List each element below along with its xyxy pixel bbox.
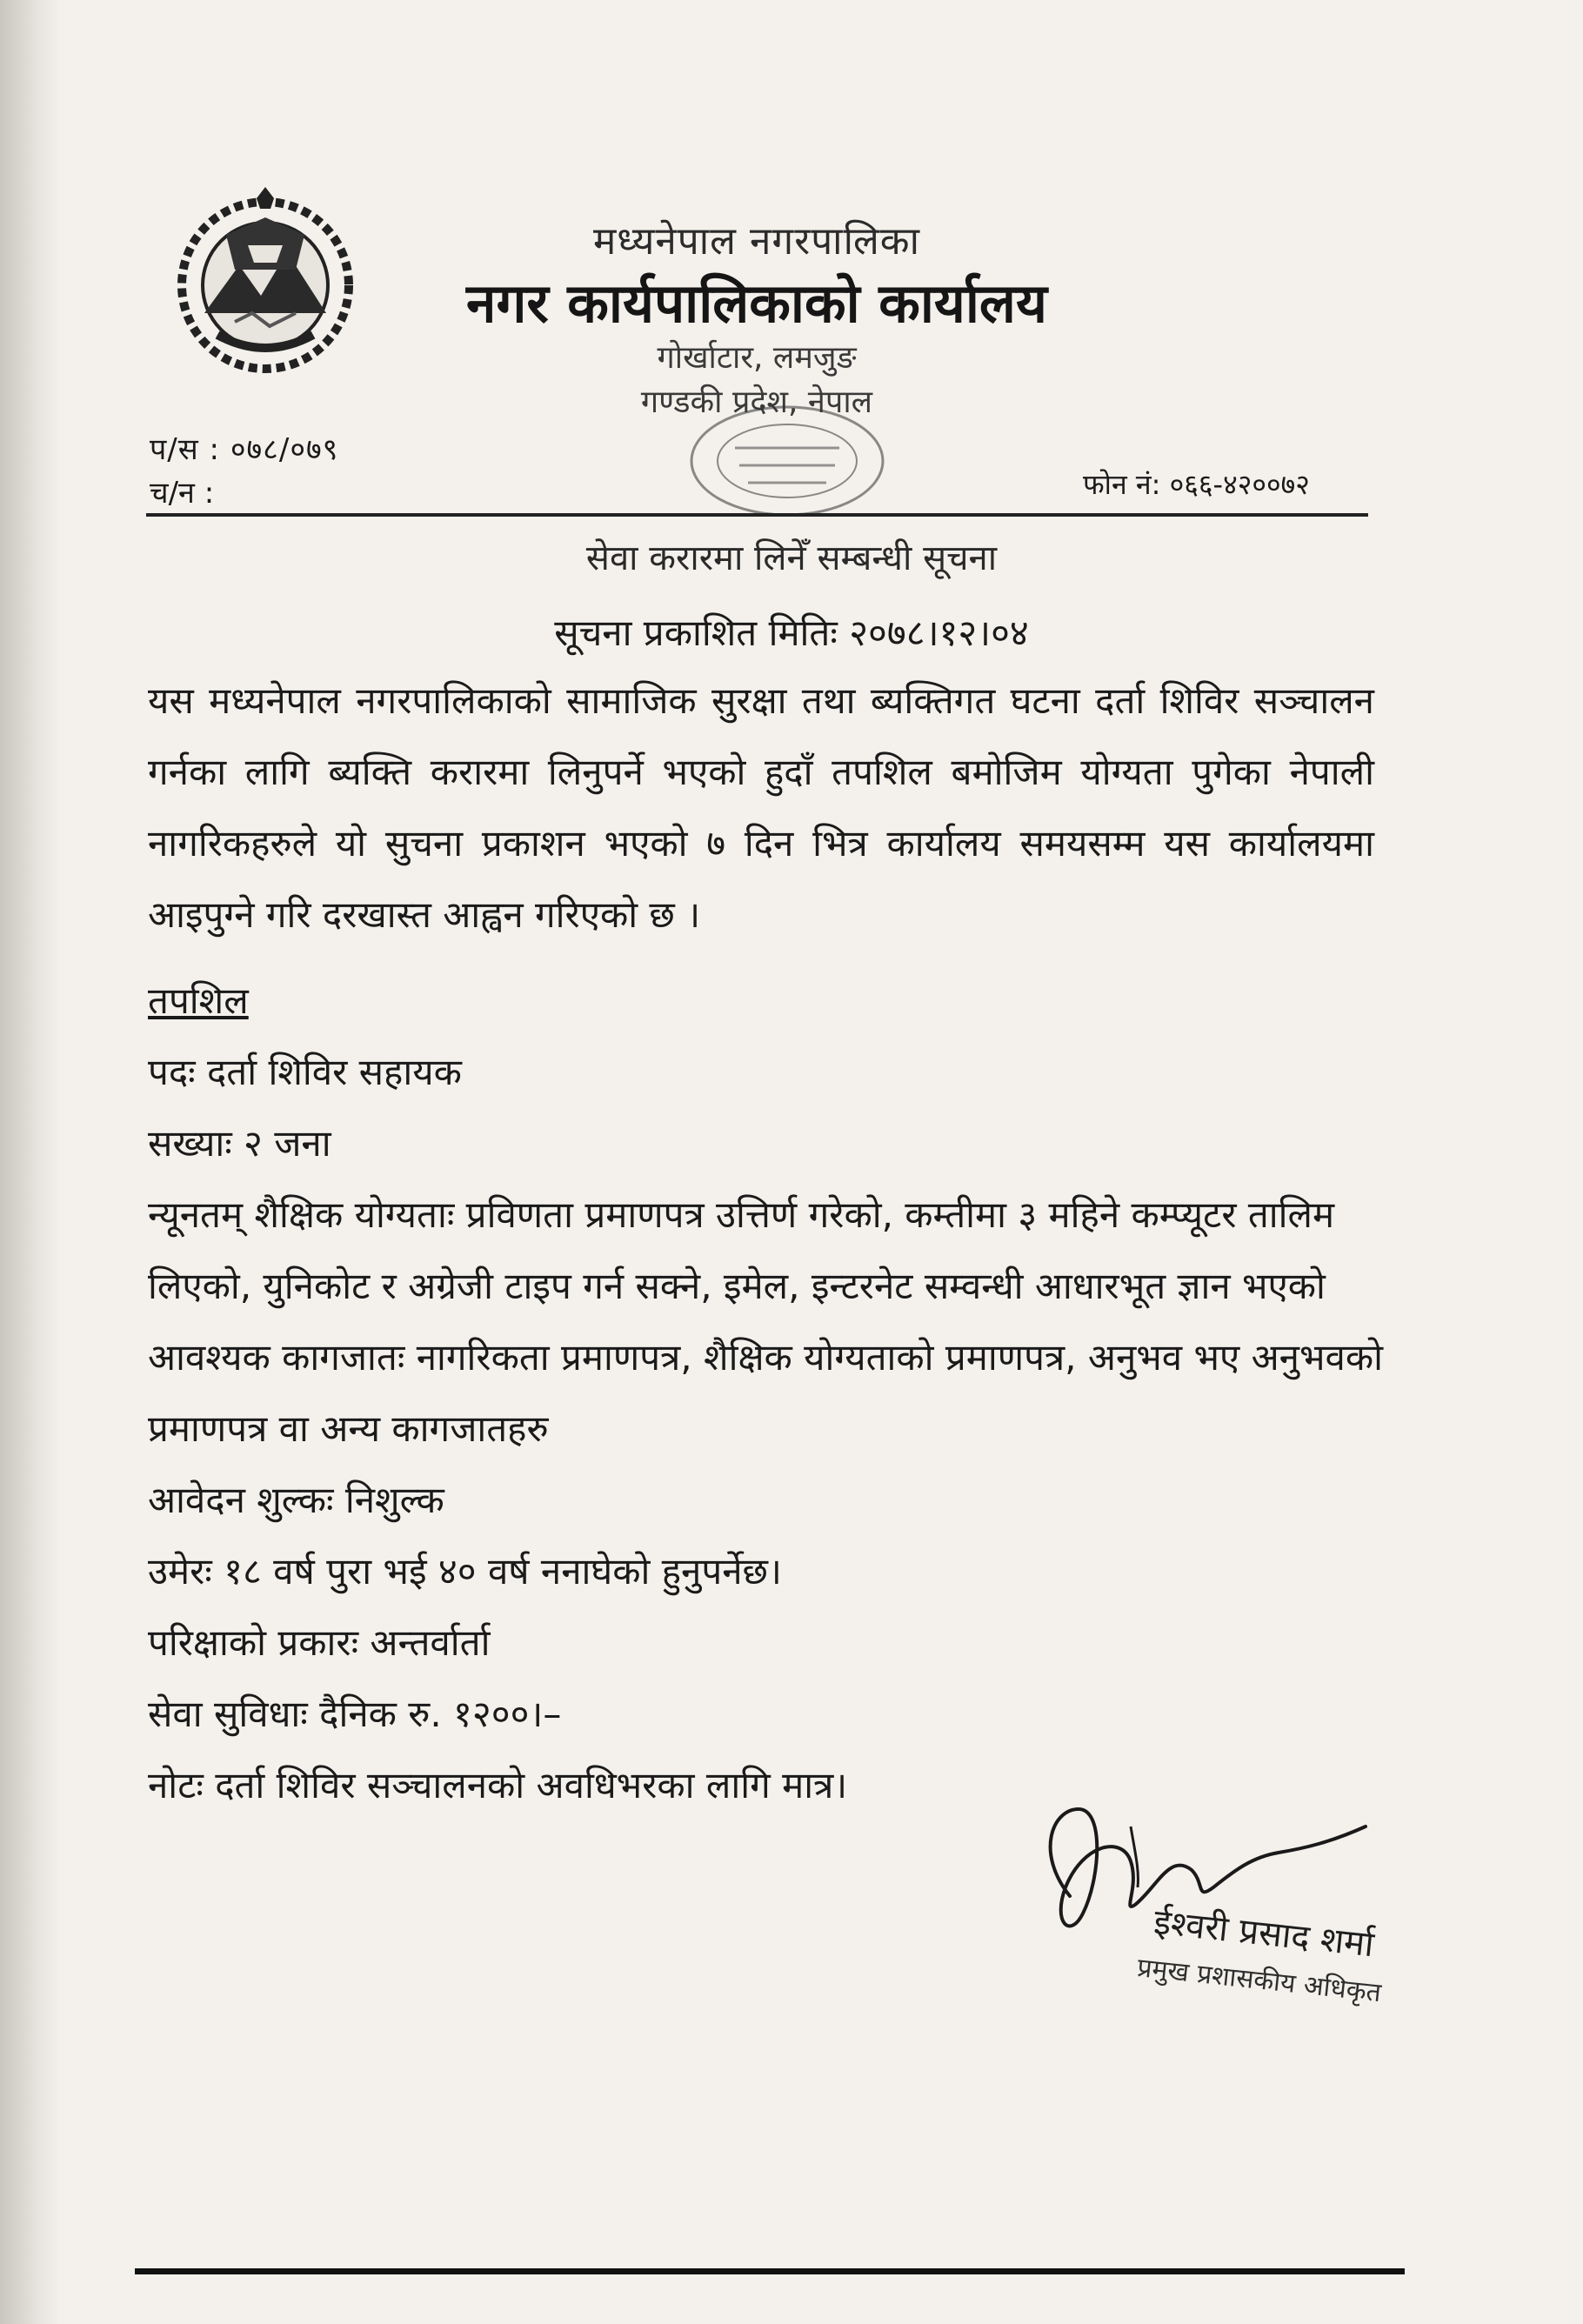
detail-note: नोटः दर्ता शिविर सञ्चालनको अवधिभरका लागि मात्र।: [148, 1764, 848, 1806]
address-line-2: गण्डकी प्रदेश, नेपाल: [640, 384, 873, 420]
phone-number: फोन नं: ०६६-४२००७२: [1083, 468, 1310, 501]
detail-exam-type: परिक्षाको प्रकारः अन्तर्वार्ता: [148, 1621, 491, 1664]
detail-facility: सेवा सुविधाः दैनिक रु. १२००।–: [148, 1693, 562, 1735]
address-line-1: गोर्खाटार, लमजुङ: [657, 340, 857, 376]
reference-number: प/स : ०७८/०७९: [150, 432, 339, 467]
header-divider: [146, 513, 1368, 517]
nepal-emblem-icon: [165, 183, 365, 383]
details-heading: तपशिल: [148, 979, 249, 1022]
municipality-name: मध्यनेपाल नगरपालिका: [593, 219, 920, 264]
footer-divider: [135, 2268, 1405, 2274]
detail-fee: आवेदन शुल्कः निशुल्क: [148, 1479, 444, 1521]
page-edge-shadow: [0, 0, 61, 2324]
office-stamp-icon: [670, 396, 905, 526]
office-name: नगर कार्यपालिकाको कार्यालय: [466, 271, 1047, 335]
signatory-designation: प्रमुख प्रशासकीय अधिकृत: [1135, 1952, 1383, 2009]
detail-age: उमेरः १८ वर्ष पुरा भई ४० वर्ष ननाघेको हुनुपर्नेछ।: [148, 1550, 782, 1593]
notice-published-date: सूचना प्रकाशित मितिः २०७८।१२।०४: [554, 611, 1029, 654]
details-section: [148, 965, 1383, 1821]
notice-title: सेवा करारमा लिनेँ सम्बन्धी सूचना: [585, 538, 998, 578]
notice-body: यस मध्यनेपाल नगरपालिकाको सामाजिक सुरक्षा तथा ब्यक्तिगत घटना दर्ता शिविर सञ्चालन गर्नका लागि ब्यक्ति करारमा लिनुपर्ने भएको हुदाँ तपशिल बमोजिम योग्यता पुगेका नेपाली नागरिकहरुले यो सुचना प्रकाशन भएको ७ दिन भित्र कार्यालय समयसम्म यस कार्यालयमा आइपुग्ने गरि दरखास्त आह्वन गरिएको छ ।: [148, 679, 1374, 936]
dispatch-number: च/न :: [150, 476, 215, 511]
detail-count: सख्याः २ जना: [148, 1122, 331, 1165]
detail-post: पदः दर्ता शिविर सहायक: [148, 1051, 462, 1093]
signatory-name: ईश्वरी प्रसाद शर्मा: [1152, 1901, 1376, 1966]
detail-documents: आवश्यक कागजातः नागरिकता प्रमाणपत्र, शैक्षिक योग्यताको प्रमाणपत्र, अनुभव भए अनुभवको प्रमाणपत्र वा अन्य कागजातहरु: [148, 1336, 1384, 1450]
detail-qualification: न्यूनतम् शैक्षिक योग्यताः प्रविणता प्रमाणपत्र उत्तिर्ण गरेको, कम्तीमा ३ महिने कम्प्यूटर तालिम लिएको, युनिकोट र अग्रेजी टाइप गर्न सक्ने, इमेल, इन्टरनेट सम्वन्धी आधारभूत ज्ञान भएको: [148, 1193, 1335, 1307]
